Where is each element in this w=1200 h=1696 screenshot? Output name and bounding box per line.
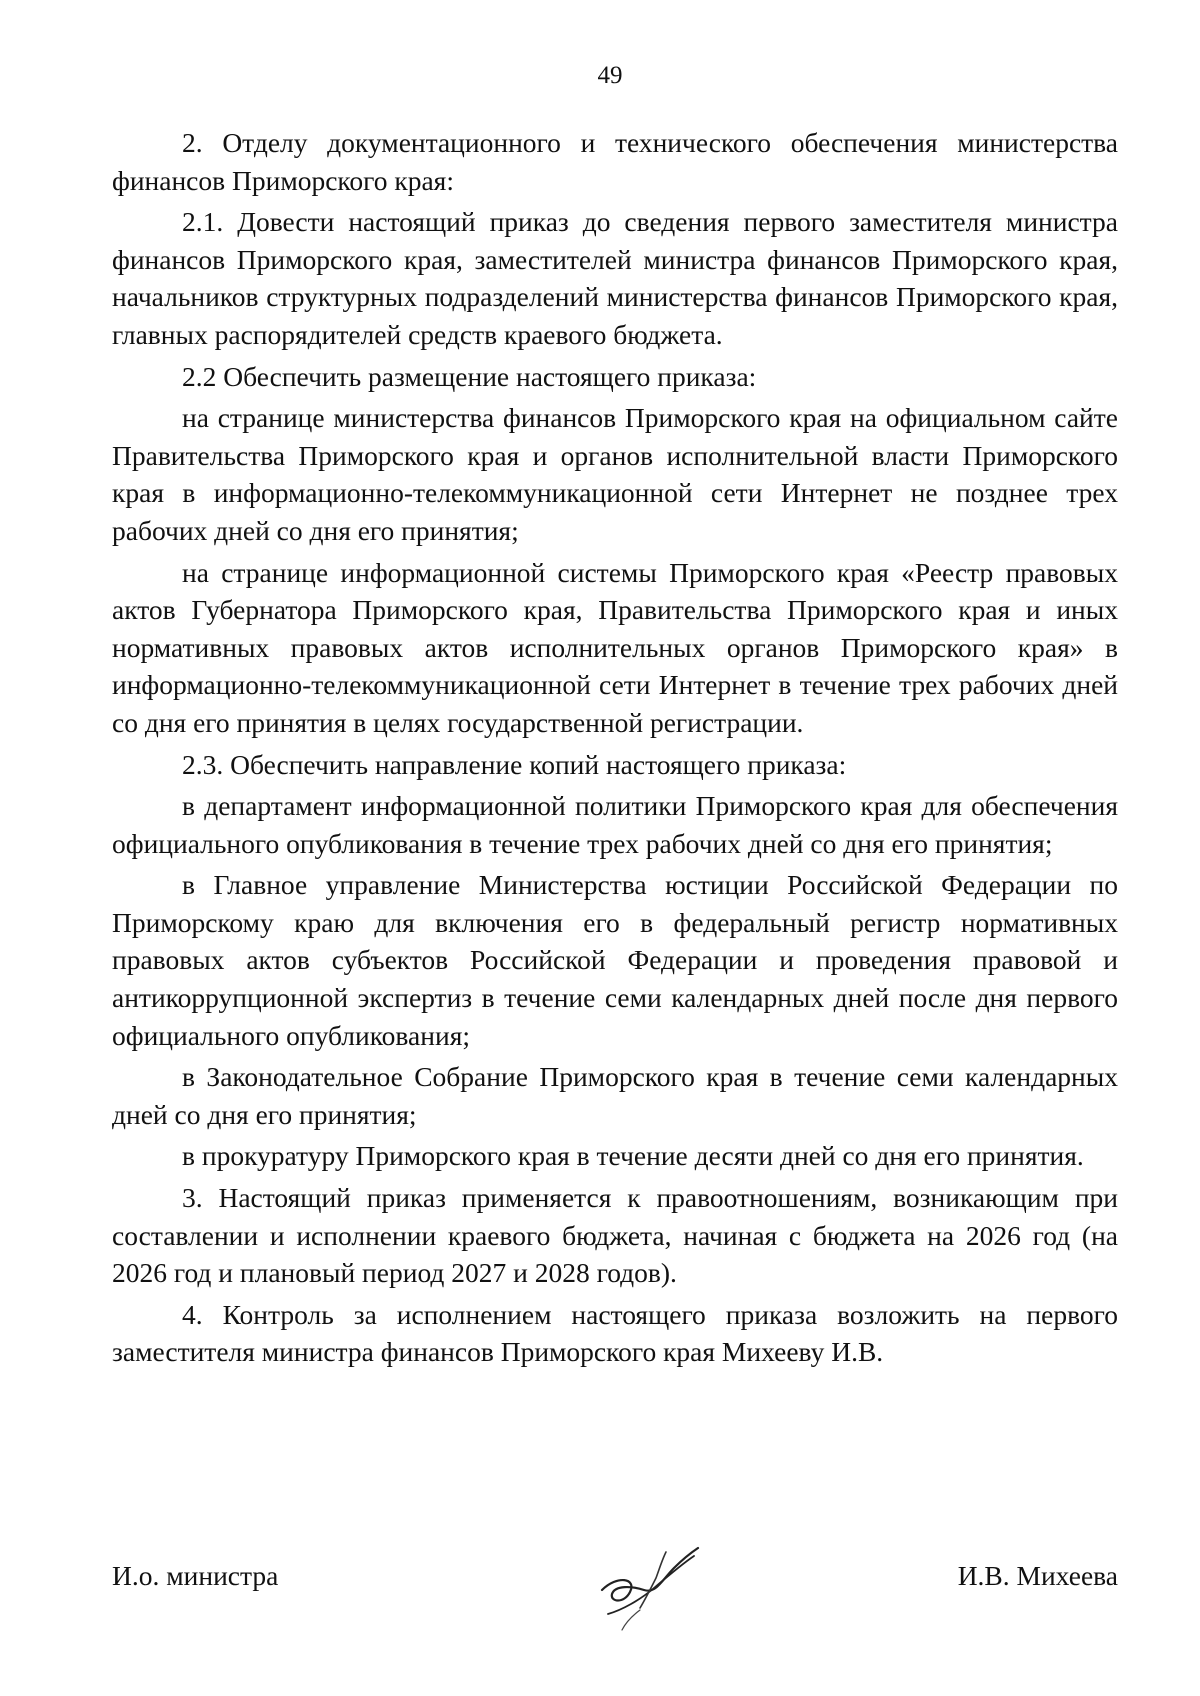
paragraph-2-2-item-1: на странице министерства финансов Приморского края на официальном сайте Правительства Приморского края и органов исполнительной власти Приморского края в информационно-телекоммуникационной сети Интернет не позднее трех рабочих дней со дня его принятия; bbox=[112, 402, 1118, 546]
paragraph-3: 3. Настоящий приказ применяется к правоотношениям, возникающим при составлении и исполнении краевого бюджета, начиная с бюджета на 2026 год (на 2026 год и плановый период 2027 и 2028 годов). bbox=[112, 1182, 1118, 1289]
paragraph-2-3-item-3: в Законодательное Собрание Приморского края в течение семи календарных дней со дня его принятия; bbox=[112, 1061, 1118, 1130]
paragraph-2-1: 2.1. Довести настоящий приказ до сведения первого заместителя министра финансов Приморского края, заместителей министра финансов Приморского края, начальников структурных подразделений министерства финансов Приморского края, главных распорядителей средств краевого бюджета. bbox=[112, 206, 1118, 350]
signature-block bbox=[112, 1540, 1118, 1670]
paragraph-2-3-item-2: в Главное управление Министерства юстиции Российской Федерации по Приморскому краю для включения его в федеральный регистр нормативных правовых актов субъектов Российской Федерации и проведения правовой и антикоррупционной экспертиз в течение семи календарных дней после дня первого официального опубликования; bbox=[112, 869, 1118, 1051]
signatory-name: И.В. Михеева bbox=[957, 1560, 1118, 1591]
paragraph-4: 4. Контроль за исполнением настоящего приказа возложить на первого заместителя министра финансов Приморского края Михееву И.В. bbox=[112, 1298, 1118, 1368]
paragraph-2-3-item-1: в департамент информационной политики Приморского края для обеспечения официального опубликования в течение трех рабочих дней со дня его принятия; bbox=[112, 790, 1118, 859]
page-number: 49 bbox=[597, 62, 623, 89]
document-body bbox=[112, 124, 1118, 1375]
paragraph-2: 2. Отделу документационного и технического обеспечения министерства финансов Приморского края: bbox=[112, 127, 1118, 196]
paragraph-2-3-item-4: в прокуратуру Приморского края в течение десяти дней со дня его принятия. bbox=[182, 1140, 1084, 1172]
handwritten-signature bbox=[582, 1530, 712, 1650]
paragraph-2-3: 2.3. Обеспечить направление копий настоящего приказа: bbox=[182, 748, 847, 780]
paragraph-2-2-item-2: на странице информационной системы Приморского края «Реестр правовых актов Губернатора Приморского края, Правительства Приморского края и иных нормативных правовых актов исполнительных органов Приморского края» в информационно-телекоммуникационной сети Интернет в течение трех рабочих дней со дня его принятия в целях государственной регистрации. bbox=[112, 556, 1118, 738]
signatory-position: И.о. министра bbox=[112, 1560, 279, 1591]
paragraph-2-2: 2.2 Обеспечить размещение настоящего приказа: bbox=[182, 360, 757, 392]
